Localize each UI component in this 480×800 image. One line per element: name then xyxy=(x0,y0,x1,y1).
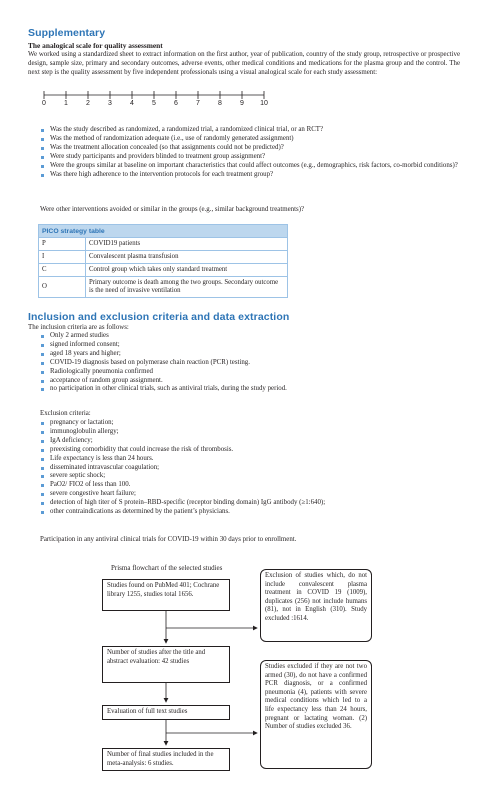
scale-tick-label: 5 xyxy=(152,100,156,107)
scale-tick-label: 4 xyxy=(130,100,134,107)
pico-key: P xyxy=(39,238,86,251)
list-item: Was the method of randomization adequate (i.e., use of randomly generated assignment) xyxy=(40,135,458,144)
flow-after-abstract: Number of studies after the title and abstract evaluation: 42 studies xyxy=(102,646,230,683)
pico-key: I xyxy=(39,251,86,264)
pico-value: Control group which takes only standard treatment xyxy=(86,264,288,277)
inclusion-intro: The inclusion criteria are as follows: xyxy=(28,324,129,331)
pico-value: COVID19 patients xyxy=(86,238,288,251)
scale-tick-label: 2 xyxy=(86,100,90,107)
scale-tick-label: 8 xyxy=(218,100,222,107)
list-item: aged 18 years and higher; xyxy=(40,350,460,359)
pico-value: Convalescent plasma transfusion xyxy=(86,251,288,264)
flow-final-studies: Number of final studies included in the meta-analysis: 6 studies. xyxy=(102,748,230,771)
scale-tick-label: 3 xyxy=(108,100,112,107)
list-item: immunoglobulin allergy; xyxy=(40,428,460,437)
list-item: no participation in other clinical trials, such as antiviral trials, during the study period. xyxy=(40,385,460,394)
exclusion-intro: Exclusion criteria: xyxy=(40,410,91,417)
scale-subheading: The analogical scale for quality assessment xyxy=(28,41,163,50)
list-item: Was there high adherence to the intervention protocols for each treatment group? xyxy=(40,171,458,180)
pico-table-header: PICO strategy table xyxy=(39,225,288,238)
list-item: signed informed consent; xyxy=(40,341,460,350)
pico-value: Primary outcome is death among the two groups. Secondary outcome is the need of invasive ventilation xyxy=(86,277,288,298)
flow-exclusion-2: Studies excluded if they are not two armed (30), do not have a confirmed PCR diagnosis, or a confirmed pneumonia (4), patients with severe medical conditions which led to a life expectancy less than 24 hours, pregnant or lactating woman. (2) Number of studies excluded 36. xyxy=(260,660,372,769)
criteria-heading: Inclusion and exclusion criteria and data extraction xyxy=(28,311,290,323)
list-item: acceptance of random group assignment. xyxy=(40,377,460,386)
list-item: Were study participants and providers blinded to treatment group assignment? xyxy=(40,153,458,162)
list-item: Radiologically pneumonia confirmed xyxy=(40,368,460,377)
list-item: Life expectancy is less than 24 hours. xyxy=(40,455,460,464)
participation-note: Participation in any antiviral clinical trials for COVID-19 within 30 days prior to enrollment. xyxy=(40,536,297,543)
list-item: other contraindications as determined by the patient’s physicians. xyxy=(40,508,460,517)
list-item: severe septic shock; xyxy=(40,472,460,481)
flow-studies-found: Studies found on PubMed 401; Cochrane library 1255, studies total 1656. xyxy=(102,579,230,611)
scale-tick-label: 9 xyxy=(240,100,244,107)
list-item: Was the study described as randomized, a randomized trial, a randomized clinical trial, or an RCT? xyxy=(40,126,458,135)
scale-tick-label: 1 xyxy=(64,100,68,107)
list-item: PaO2/ FIO2 of less than 100. xyxy=(40,481,460,490)
scale-tick-label: 7 xyxy=(196,100,200,107)
pico-key: O xyxy=(39,277,86,298)
list-item: pregnancy or lactation; xyxy=(40,419,460,428)
list-item: Only 2 armed studies xyxy=(40,332,460,341)
list-item: severe congestive heart failure; xyxy=(40,490,460,499)
intro-paragraph: We worked using a standardized sheet to extract information on the first author, year of publication, country of the study group, retrospective or prospective design, sample size, primary and secondary outcomes, adverse events, other medical conditions and medications for the plasma group and the control. The next step is the quality assessment by five independent professionals using a visual analogical scale for each study assessment: xyxy=(28,51,460,76)
scale-tick-label: 6 xyxy=(174,100,178,107)
flow-exclusion-1: Exclusion of studies which, do not include convalescent plasma treatment in COVID 19 (1009), duplicates (256) not include humans (81), not in English (310). Study excluded :1614. xyxy=(260,569,372,642)
list-item: COVID-19 diagnosis based on polymerase chain reaction (PCR) testing. xyxy=(40,359,460,368)
list-item: Were the groups similar at baseline on important characteristics that could affect outcomes (e.g., demographics, risk factors, co-morbid conditions)? xyxy=(40,162,458,171)
list-item: IgA deficiency; xyxy=(40,437,460,446)
other-interventions-question: Were other interventions avoided or similar in the groups (e.g., similar background treatments)? xyxy=(40,206,305,213)
pico-key: C xyxy=(39,264,86,277)
list-item: preexisting comorbidity that could increase the risk of thrombosis. xyxy=(40,446,460,455)
list-item: detection of high titer of S protein–RBD-specific (receptor binding domain) IgG antibody (≥1:640); xyxy=(40,499,460,508)
scale-tick-label: 10 xyxy=(260,100,268,107)
scale-tick-label: 0 xyxy=(42,100,46,107)
supplementary-heading: Supplementary xyxy=(28,27,106,39)
flowchart-title: Prisma flowchart of the selected studies xyxy=(111,564,223,572)
flow-full-text: Evaluation of full text studies xyxy=(102,705,230,720)
list-item: disseminated intravascular coagulation; xyxy=(40,464,460,473)
list-item: Was the treatment allocation concealed (so that assignments could not be predicted)? xyxy=(40,144,458,153)
